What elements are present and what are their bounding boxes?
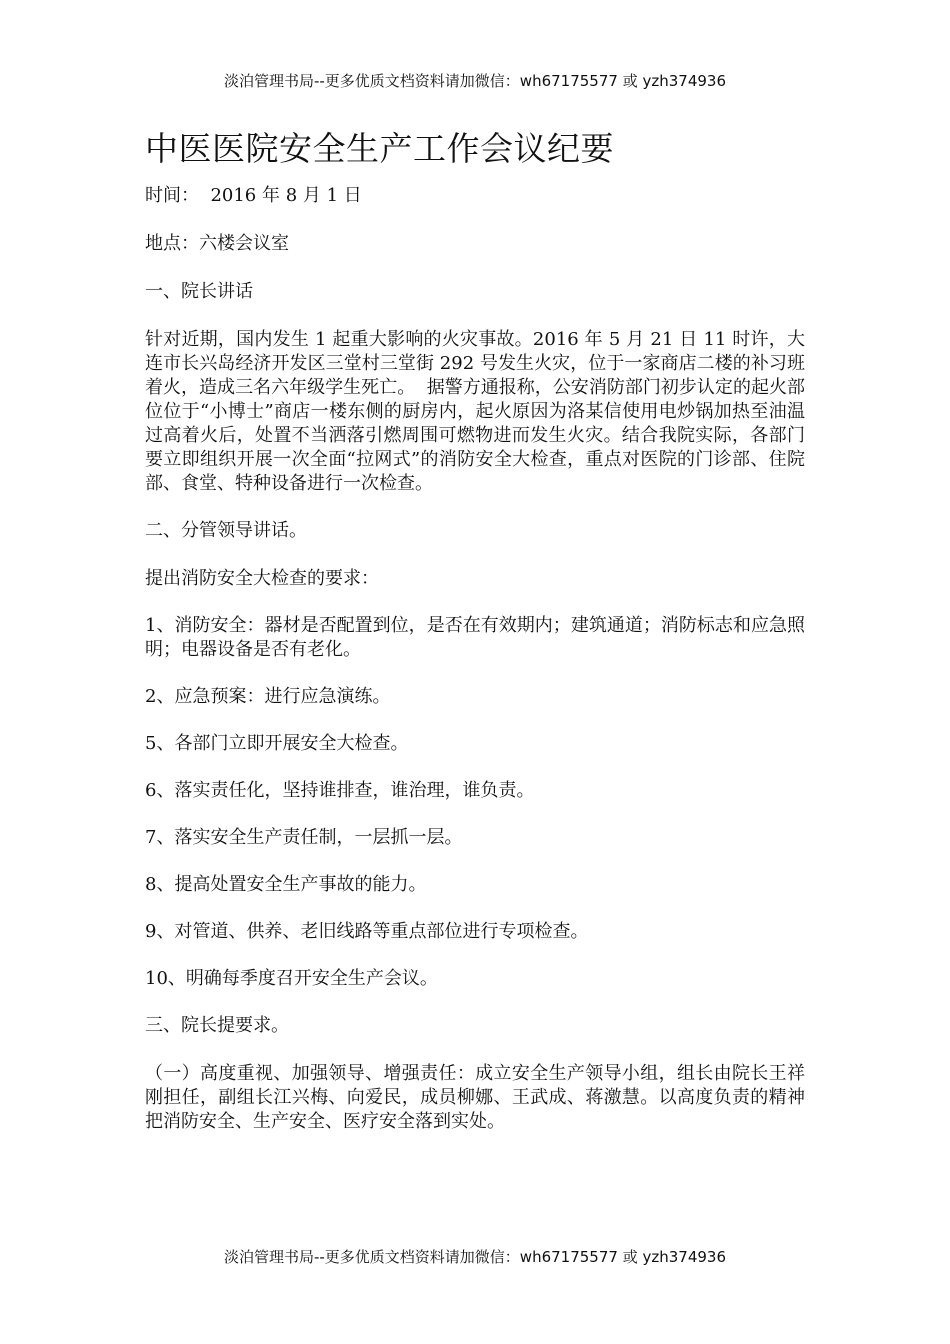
section-heading-1: 一、院长讲话 (145, 281, 253, 302)
page-footer-watermark: 淡泊管理书局--更多优质文档资料请加微信：wh67175577 或 yzh374936 (223, 1248, 726, 1266)
requirement-item: 10、明确每季度召开安全生产会议。 (145, 968, 438, 989)
meeting-time: 时间： 2016 年 8 月 1 日 (145, 185, 362, 206)
requirement-item: 1、消防安全：器材是否配置到位，是否在有效期内；建筑通道；消防标志和应急照明；电器设备是否有老化。 (145, 615, 805, 660)
document-body (145, 126, 805, 1157)
requirement-item: 2、应急预案：进行应急演练。 (145, 686, 391, 707)
document-title: 中医医院安全生产工作会议纪要 (145, 129, 614, 168)
requirement-item: 9、对管道、供养、老旧线路等重点部位进行专项检查。 (145, 921, 589, 942)
section-body-1: 针对近期，国内发生 1 起重大影响的火灾事故。2016 年 5 月 21 日 11 时许，大连市长兴岛经济开发区三堂村三堂街 292 号发生火灾，位于一家商店二楼的补习班着火，造成三名六年级学生死亡。 据警方通报称，公安消防部门初步认定的起火部位位于“小博士”商店一楼东侧的厨房内，起火原因为洛某信使用电炒锅加热至油温过高着火后，处置不当洒落引燃周围可燃物进而发生火灾。结合我院实际，各部门要立即组织开展一次全面“拉网式”的消防安全大检查，重点对医院的门诊部、住院部、食堂、特种设备进行一次检查。 (145, 329, 805, 494)
requirement-item: 5、各部门立即开展安全大检查。 (145, 733, 409, 754)
section-heading-2: 二、分管领导讲话。 (145, 520, 307, 541)
section-intro-2: 提出消防安全大检查的要求： (145, 568, 379, 589)
meeting-location: 地点：六楼会议室 (145, 233, 289, 254)
requirement-item: 8、提高处置安全生产事故的能力。 (145, 874, 427, 895)
section-body-3: （一）高度重视、加强领导、增强责任：成立安全生产领导小组，组长由院长王祥刚担任，副组长江兴梅、向爱民，成员柳娜、王武成、蒋激慧。以高度负责的精神把消防安全、生产安全、医疗安全落到实处。 (145, 1063, 805, 1132)
section-heading-3: 三、院长提要求。 (145, 1015, 289, 1036)
requirement-item: 7、落实安全生产责任制，一层抓一层。 (145, 827, 463, 848)
requirement-item: 6、落实责任化，坚持谁排查，谁治理，谁负责。 (145, 780, 535, 801)
page-header-watermark: 淡泊管理书局--更多优质文档资料请加微信：wh67175577 或 yzh374936 (223, 72, 726, 90)
